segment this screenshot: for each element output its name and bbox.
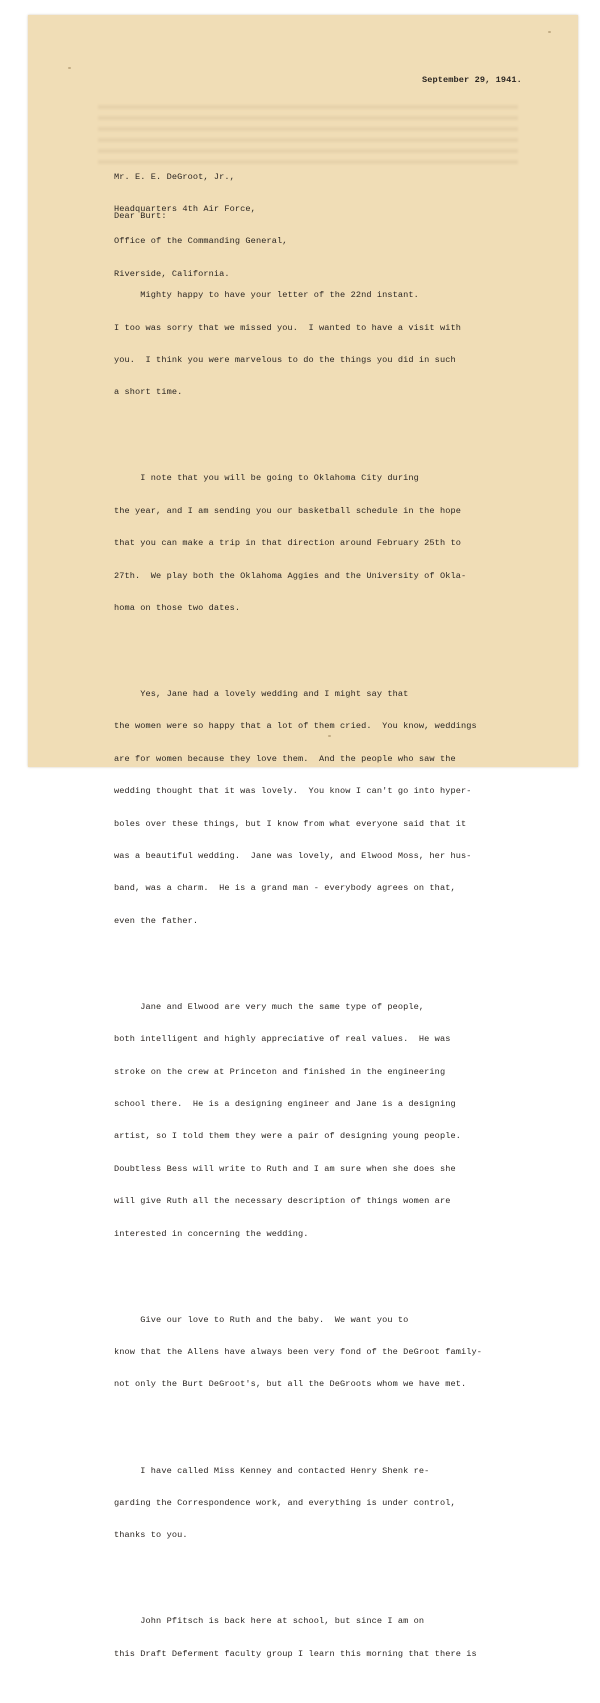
paragraph bbox=[114, 269, 482, 420]
paragraph bbox=[114, 1293, 482, 1412]
text-line: the year, and I am sending you our basketball schedule in the hope bbox=[114, 505, 461, 516]
text-line: was a beautiful wedding. Jane was lovely, and Elwood Moss, her hus- bbox=[114, 851, 472, 862]
text-line: homa on those two dates. bbox=[114, 603, 241, 613]
text-line: wedding thought that it was lovely. You know I can't go into hyper- bbox=[114, 786, 472, 797]
text-line: both intelligent and highly appreciative of real values. He was bbox=[114, 1034, 451, 1045]
text-line: thanks to you. bbox=[114, 1530, 188, 1541]
text-line: artist, so I told them they were a pair of designing young people. bbox=[114, 1131, 461, 1142]
address-line: Mr. E. E. DeGroot, Jr., bbox=[114, 171, 235, 182]
text-line: I too was sorry that we missed you. I wanted to have a visit with bbox=[114, 322, 461, 333]
paragraph bbox=[114, 980, 482, 1261]
paragraph bbox=[114, 667, 482, 948]
letter-date: September 29, 1941. bbox=[422, 75, 522, 85]
text-line: boles over these things, but I know from what everyone said that it bbox=[114, 818, 467, 829]
text-line: John Pfitsch is back here at school, but since I am on bbox=[114, 1616, 425, 1627]
text-line: I have called Miss Kenney and contacted Henry Shenk re- bbox=[114, 1465, 430, 1476]
letter-page bbox=[28, 15, 578, 1659]
text-line: Jane and Elwood are very much the same type of people, bbox=[114, 1001, 425, 1012]
text-line: band, was a charm. He is a grand man - everybody agrees on that, bbox=[114, 883, 456, 894]
address-line: Riverside, California. bbox=[114, 268, 230, 279]
text-line: Doubtless Bess will write to Ruth and I am sure when she does she bbox=[114, 1163, 456, 1174]
text-line: school there. He is a designing engineer and Jane is a designing bbox=[114, 1099, 456, 1110]
text-line: Yes, Jane had a lovely wedding and I might say that bbox=[114, 689, 409, 700]
address-line: Office of the Commanding General, bbox=[114, 236, 288, 247]
letter-body bbox=[114, 247, 482, 1703]
paragraph bbox=[114, 1444, 482, 1563]
text-line: Give our love to Ruth and the baby. We want you to bbox=[114, 1314, 409, 1325]
text-line: a short time. bbox=[114, 387, 183, 398]
text-line: interested in concerning the wedding. bbox=[114, 1228, 309, 1239]
paragraph bbox=[114, 1595, 482, 1681]
text-line: not only the Burt DeGroot's, but all the DeGroots whom we have met. bbox=[114, 1379, 467, 1390]
paper-speck bbox=[548, 31, 551, 33]
address-line: Headquarters 4th Air Force, bbox=[114, 203, 256, 214]
text-line: Mighty happy to have your letter of the 22nd instant. bbox=[114, 290, 419, 301]
text-line: the women were so happy that a lot of them cried. You know, weddings bbox=[114, 721, 477, 732]
text-line: will give Ruth all the necessary description of things women are bbox=[114, 1196, 451, 1207]
text-line: stroke on the crew at Princeton and finished in the engineering bbox=[114, 1066, 446, 1077]
text-line: garding the Correspondence work, and everything is under control, bbox=[114, 1497, 456, 1508]
text-line: I note that you will be going to Oklahoma City during bbox=[114, 473, 419, 484]
text-line: 27th. We play both the Oklahoma Aggies and the University of Okla- bbox=[114, 570, 467, 581]
paragraph bbox=[114, 452, 482, 636]
text-line: are for women because they love them. And the people who saw the bbox=[114, 753, 456, 764]
text-line: know that the Allens have always been very fond of the DeGroot family- bbox=[114, 1347, 482, 1358]
salutation: Dear Burt: bbox=[114, 211, 167, 221]
text-line: you. I think you were marvelous to do the things you did in such bbox=[114, 354, 456, 365]
paper-speck bbox=[68, 67, 71, 69]
text-line: this Draft Deferment faculty group I learn this morning that there is bbox=[114, 1648, 477, 1659]
text-line: that you can make a trip in that direction around February 25th to bbox=[114, 538, 461, 549]
text-line: even the father. bbox=[114, 915, 199, 926]
